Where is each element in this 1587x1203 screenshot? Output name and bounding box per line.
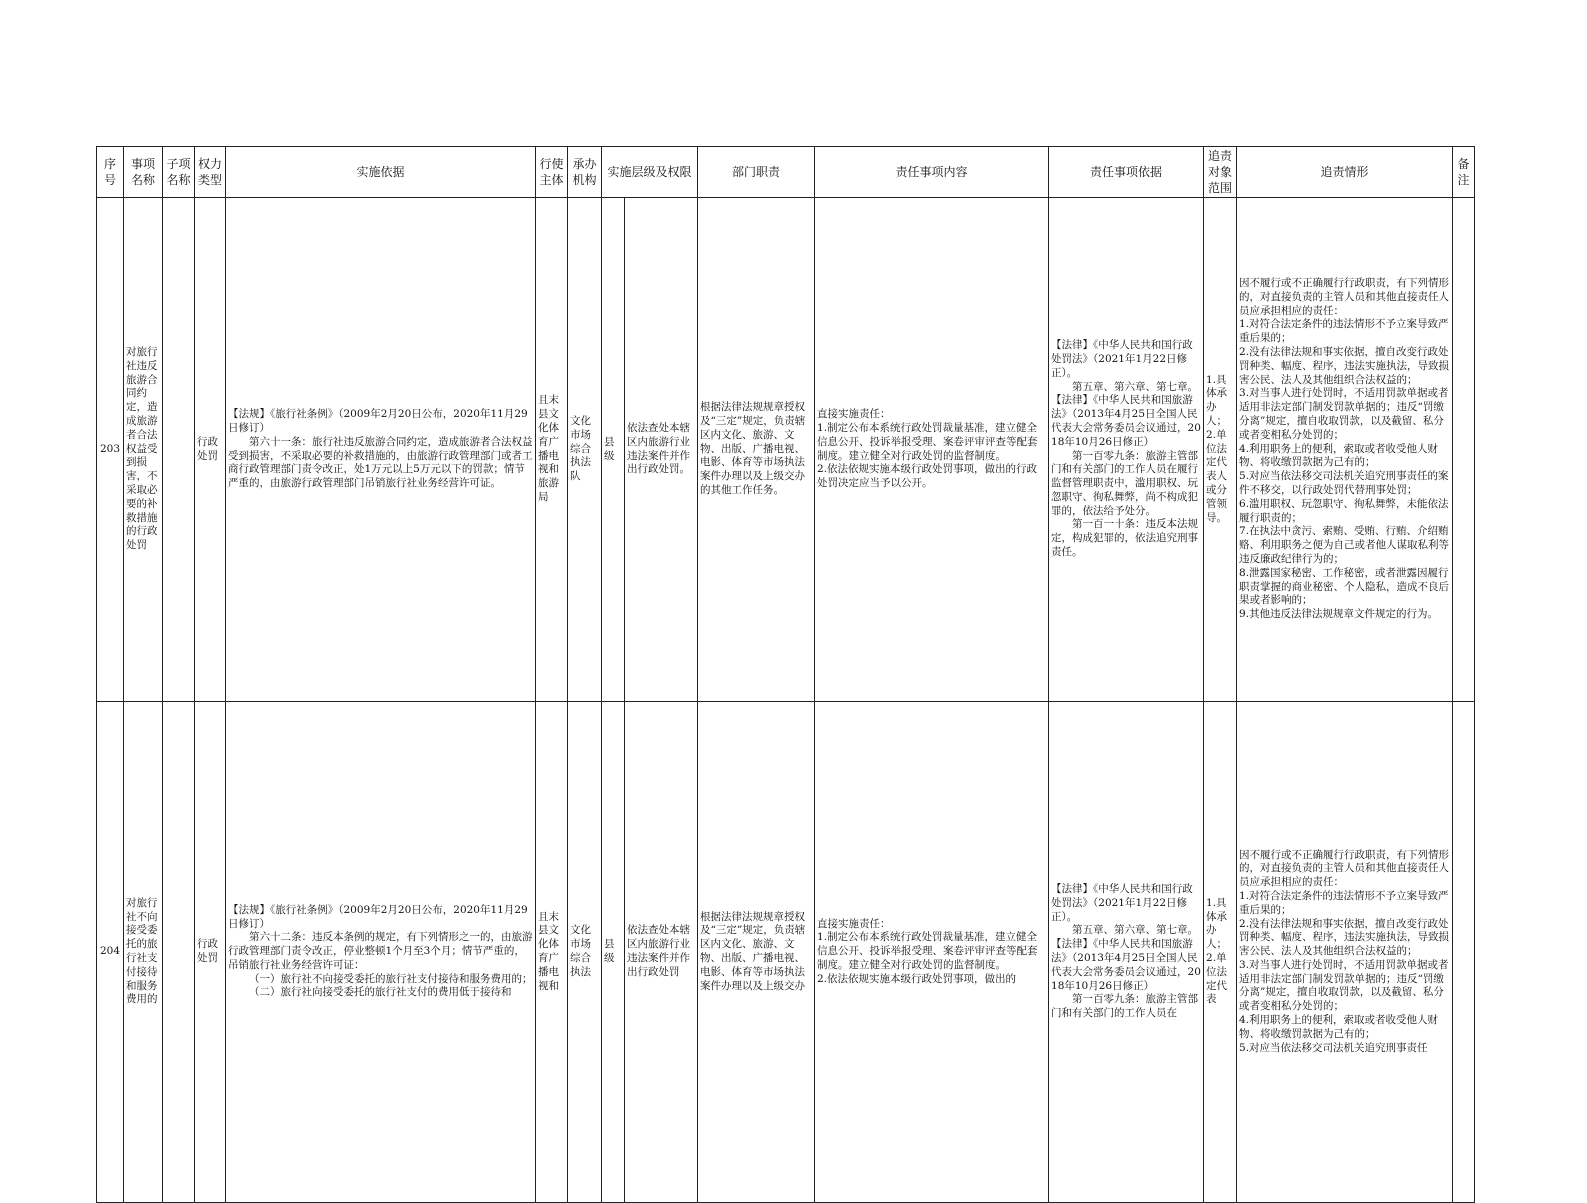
header-level: 实施层级及权限 bbox=[602, 147, 698, 198]
cell-level: 县级 bbox=[602, 702, 625, 1203]
header-situation: 追责情形 bbox=[1237, 147, 1453, 198]
resp-content-line: 2.依法依规实施本级行政处罚事项，做出的行政处罚决定应当予以公开。 bbox=[817, 463, 1038, 490]
basis-line: （二）旅行社向接受委托的旅行社支付的费用低于接待和 bbox=[249, 986, 512, 999]
situation-line: 1.对符合法定条件的违法情形不予立案导致严重后果的； bbox=[1239, 318, 1449, 345]
resp-basis-line: 【法律】《中华人民共和国行政处罚法》（2021年1月22日修正）。 bbox=[1051, 883, 1193, 923]
cell-resp-content bbox=[815, 702, 1049, 1203]
situation-line: 5.对应当依法移交司法机关追究刑事责任的案件不移交，以行政处罚代替刑事处罚； bbox=[1239, 470, 1449, 496]
cell-scope: 1.具体承办人；2.单位法定代表人或分管领导。 bbox=[1204, 198, 1237, 702]
cell-resp-basis bbox=[1049, 198, 1204, 702]
header-seq: 序号 bbox=[97, 147, 124, 198]
situation-line: 4.利用职务上的便利，索取或者收受他人财物、将收缴罚款据为己有的； bbox=[1239, 442, 1439, 469]
situation-line: 2.没有法律法规和事实依据，擅自改变行政处罚种类、幅度、程序，违法实施执法，导致损害公民、法人及其他组织合法权益的； bbox=[1239, 917, 1450, 958]
situation-line: 6.滥用职权、玩忽职守、徇私舞弊，未能依法履行职责的； bbox=[1239, 497, 1449, 524]
header-remark: 备注 bbox=[1453, 147, 1475, 198]
resp-content-line: 直接实施责任： bbox=[817, 408, 891, 421]
header-power-type: 权力类型 bbox=[195, 147, 226, 198]
cell-situation bbox=[1237, 198, 1453, 702]
situation-line: 7.在执法中贪污、索贿、受贿、行贿、介绍贿赂、利用职务之便为自己或者他人谋取私利等违反廉政纪律行为的； bbox=[1239, 525, 1450, 565]
header-sub-name: 子项名称 bbox=[163, 147, 195, 198]
cell-basis bbox=[226, 198, 536, 702]
resp-content-line: 1.制定公布本系统行政处罚裁量基准，建立健全信息公开、投诉举报受理、案卷评审评查等配套制度。建立健全对行政处罚的监督制度。 bbox=[817, 931, 1038, 971]
cell-subject: 且末县文化体育广播电视和旅游局 bbox=[536, 198, 568, 702]
header-org: 承办机构 bbox=[568, 147, 602, 198]
cell-item-name: 对旅行社不向接受委托的旅行社支付接待和服务费用的 bbox=[124, 702, 163, 1203]
cell-power-type: 行政处罚 bbox=[195, 702, 226, 1203]
resp-basis-line: 【法律】《中华人民共和国行政处罚法》（2021年1月22日修正）。 bbox=[1051, 339, 1193, 379]
basis-line: （一）旅行社不向接受委托的旅行社支付接待和服务费用的； bbox=[249, 972, 533, 985]
power-list-table-sheet bbox=[96, 146, 1474, 1054]
header-resp-content: 责任事项内容 bbox=[815, 147, 1049, 198]
cell-item-name: 对旅行社违反旅游合同约定，造成旅游者合法权益受到损害，不采取必要的补救措施的行政处罚 bbox=[124, 198, 163, 702]
cell-situation bbox=[1237, 702, 1453, 1203]
table-row bbox=[97, 198, 1475, 702]
situation-line: 因不履行或不正确履行行政职责，有下列情形的，对直接负责的主管人员和其他直接责任人员应承担相应的责任： bbox=[1239, 848, 1450, 889]
basis-line: 【法规】《旅行社条例》（2009年2月20日公布，2020年11月29日修订） bbox=[228, 408, 528, 434]
resp-basis-line: 【法律】《中华人民共和国旅游法》（2013年4月25日全国人民代表大会常务委员会议通过，2018年10月26日修正） bbox=[1051, 394, 1201, 448]
cell-authority: 依法查处本辖区内旅游行业违法案件并作出行政处罚 bbox=[625, 702, 698, 1203]
header-basis: 实施依据 bbox=[226, 147, 536, 198]
power-list-table bbox=[96, 146, 1475, 1203]
situation-line: 3.对当事人进行处罚时，不适用罚款单据或者适用非法定部门制发罚款单据的；违反“罚缴分离”规定，擅自收取罚款，以及截留、私分或者变相私分处罚的； bbox=[1239, 958, 1449, 1013]
resp-content-line: 1.制定公布本系统行政处罚裁量基准，建立健全信息公开、投诉举报受理、案卷评审评查等配套制度。建立健全对行政处罚的监督制度。 bbox=[817, 421, 1038, 462]
cell-seq: 204 bbox=[97, 702, 124, 1203]
basis-line: 第六十二条：违反本条例的规定，有下列情形之一的，由旅游行政管理部门责令改正，停业整顿1个月至3个月；情节严重的，吊销旅行社业务经营许可证： bbox=[228, 931, 533, 971]
resp-basis-line: 第五章、第六章、第七章。 bbox=[1072, 924, 1199, 937]
cell-remark bbox=[1453, 702, 1475, 1203]
cell-sub-name bbox=[163, 198, 195, 702]
cell-duty: 根据法律法规规章授权及“三定”规定，负责辖区内文化、旅游、文物、出版、广播电视、电影、体育等市场执法案件办理以及上级交办的其他工作任务。 bbox=[698, 198, 815, 702]
resp-basis-line: 第一百零九条：旅游主管部门和有关部门的工作人员在履行监督管理职责中，滥用职权、玩忽职守、徇私舞弊，尚不构成犯罪的，依法给予处分。 bbox=[1051, 449, 1199, 517]
cell-scope: 1.具体承办人；2.单位法定代表 bbox=[1204, 702, 1237, 1203]
cell-resp-basis bbox=[1049, 702, 1204, 1203]
situation-line: 8.泄露国家秘密、工作秘密，或者泄露因履行职责掌握的商业秘密、个人隐私，造成不良后果或者影响的； bbox=[1239, 566, 1450, 607]
situation-line: 5.对应当依法移交司法机关追究刑事责任 bbox=[1239, 1041, 1428, 1054]
situation-line: 2.没有法律法规和事实依据，擅自改变行政处罚种类、幅度、程序，违法实施执法，导致损害公民、法人及其他组织合法权益的； bbox=[1239, 346, 1450, 386]
situation-line: 3.对当事人进行处罚时，不适用罚款单据或者适用非法定部门制发罚款单据的；违反“罚缴分离”规定，擅自收取罚款，以及截留、私分或者变相私分处罚的； bbox=[1239, 387, 1449, 441]
situation-line: 因不履行或不正确履行行政职责，有下列情形的，对直接负责的主管人员和其他直接责任人员应承担相应的责任： bbox=[1239, 277, 1450, 317]
cell-remark bbox=[1453, 198, 1475, 702]
basis-line: 【法规】《旅行社条例》（2009年2月20日公布，2020年11月29日修订） bbox=[228, 903, 528, 930]
resp-content-line: 2.依法依规实施本级行政处罚事项，做出的 bbox=[817, 972, 1017, 985]
basis-line: 第六十一条：旅行社违反旅游合同约定，造成旅游者合法权益受到损害，不采取必要的补救措施的，由旅游行政管理部门或者工商行政管理部门责令改正，处1万元以上5万元以下的罚款；情节严重的，由旅游行政管理部门吊销旅行社业务经营许可证。 bbox=[228, 435, 533, 490]
resp-basis-line: 第五章、第六章、第七章。 bbox=[1072, 380, 1199, 393]
table-row bbox=[97, 702, 1475, 1203]
situation-line: 9.其他违反法律法规规章文件规定的行为。 bbox=[1239, 608, 1439, 621]
resp-basis-line: 第一百一十条：违反本法规定，构成犯罪的，依法追究刑事责任。 bbox=[1051, 518, 1199, 559]
header-row bbox=[97, 147, 1475, 198]
header-subject: 行使主体 bbox=[536, 147, 568, 198]
cell-duty: 根据法律法规规章授权及“三定”规定，负责辖区内文化、旅游、文物、出版、广播电视、电影、体育等市场执法案件办理以及上级交办 bbox=[698, 702, 815, 1203]
header-resp-basis: 责任事项依据 bbox=[1049, 147, 1204, 198]
header-item-name: 事项名称 bbox=[124, 147, 163, 198]
resp-basis-line: 【法律】《中华人民共和国旅游法》（2013年4月25日全国人民代表大会常务委员会议通过，2018年10月26日修正） bbox=[1051, 938, 1201, 992]
header-scope: 追责对象范围 bbox=[1204, 147, 1237, 198]
cell-authority: 依法查处本辖区内旅游行业违法案件并作出行政处罚。 bbox=[625, 198, 698, 702]
resp-content-line: 直接实施责任： bbox=[817, 917, 891, 930]
header-duty: 部门职责 bbox=[698, 147, 815, 198]
cell-basis bbox=[226, 702, 536, 1203]
resp-basis-line: 第一百零九条：旅游主管部门和有关部门的工作人员在 bbox=[1051, 993, 1199, 1020]
cell-org: 文化市场综合执法队 bbox=[568, 198, 602, 702]
cell-seq: 203 bbox=[97, 198, 124, 702]
cell-power-type: 行政处罚 bbox=[195, 198, 226, 702]
cell-resp-content bbox=[815, 198, 1049, 702]
cell-level: 县级 bbox=[602, 198, 625, 702]
situation-line: 4.利用职务上的便利，索取或者收受他人财物、将收缴罚款据为己有的； bbox=[1239, 1014, 1439, 1040]
cell-subject: 且末县文化体育广播电视和 bbox=[536, 702, 568, 1203]
cell-org: 文化市场综合执法 bbox=[568, 702, 602, 1203]
cell-sub-name bbox=[163, 702, 195, 1203]
situation-line: 1.对符合法定条件的违法情形不予立案导致严重后果的； bbox=[1239, 889, 1449, 916]
